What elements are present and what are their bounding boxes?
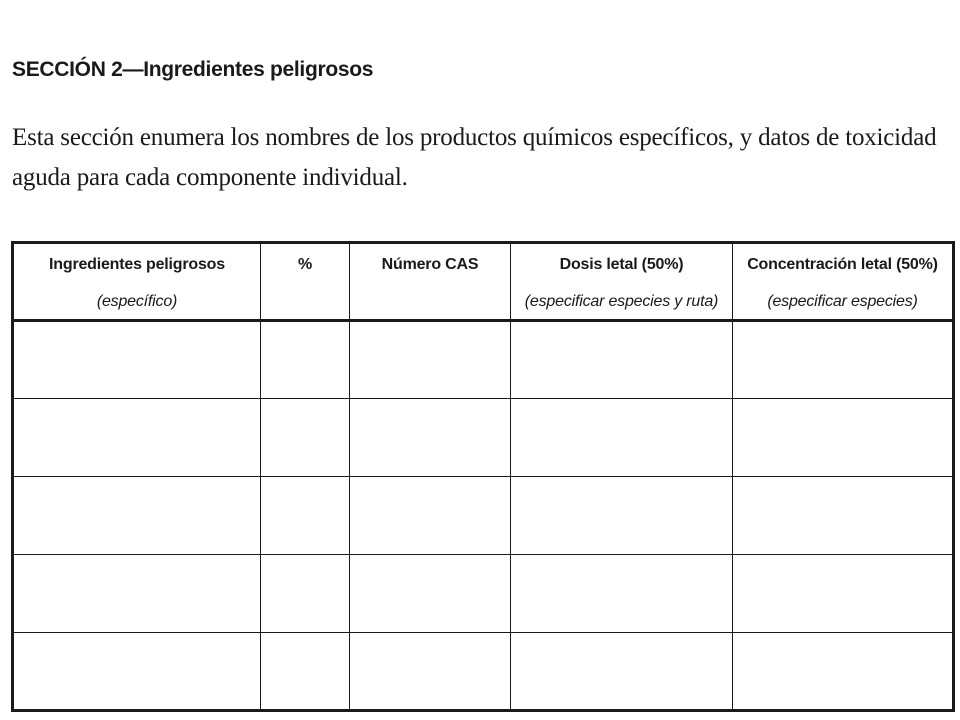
column-header-percent [261,243,350,321]
table-cell[interactable] [733,321,954,399]
table-row [13,477,954,555]
table-row [13,555,954,633]
table-cell[interactable] [261,399,350,477]
section-intro-paragraph: Esta sección enumera los nombres de los productos químicos específicos, y datos de toxicidad aguda para cada componente individual. [12,124,937,191]
table-cell[interactable] [350,321,511,399]
table-cell[interactable] [733,555,954,633]
table-cell[interactable] [13,477,261,555]
table-cell[interactable] [350,555,511,633]
table-cell[interactable] [511,477,733,555]
table-cell[interactable] [733,399,954,477]
table-cell[interactable] [350,633,511,711]
column-header-label: % [297,256,313,273]
table-cell[interactable] [261,321,350,399]
table-cell[interactable] [511,321,733,399]
table-cell[interactable] [350,477,511,555]
column-header-label: Número CAS [381,256,479,273]
column-header-cas-number [350,243,511,321]
column-header-sublabel: (especificar especies) [767,293,918,310]
table-cell[interactable] [733,477,954,555]
column-header-label: Concentración letal (50%) [747,256,938,273]
table-header-row [13,243,954,321]
table-row [13,399,954,477]
table-cell[interactable] [511,555,733,633]
column-header-ingredients [13,243,261,321]
table-cell[interactable] [350,399,511,477]
table-row [13,321,954,399]
table-cell[interactable] [13,321,261,399]
hazardous-ingredients-table-wrapper [11,241,952,711]
column-header-label: Dosis letal (50%) [559,256,684,273]
column-header-lethal-concentration [733,243,954,321]
column-header-label: Ingredientes peligrosos [49,256,225,273]
table-cell[interactable] [261,477,350,555]
table-cell[interactable] [261,633,350,711]
table-row [13,633,954,711]
table-cell[interactable] [511,633,733,711]
table-cell[interactable] [13,399,261,477]
table-cell[interactable] [511,399,733,477]
table-cell[interactable] [733,633,954,711]
column-header-sublabel: (específico) [96,293,178,310]
column-header-sublabel: (especificar especies y ruta) [524,293,719,310]
table-cell[interactable] [13,633,261,711]
table-cell[interactable] [261,555,350,633]
column-header-lethal-dose [511,243,733,321]
hazardous-ingredients-table [11,241,955,712]
table-cell[interactable] [13,555,261,633]
section-title: SECCIÓN 2—Ingredientes peligrosos [12,58,374,81]
